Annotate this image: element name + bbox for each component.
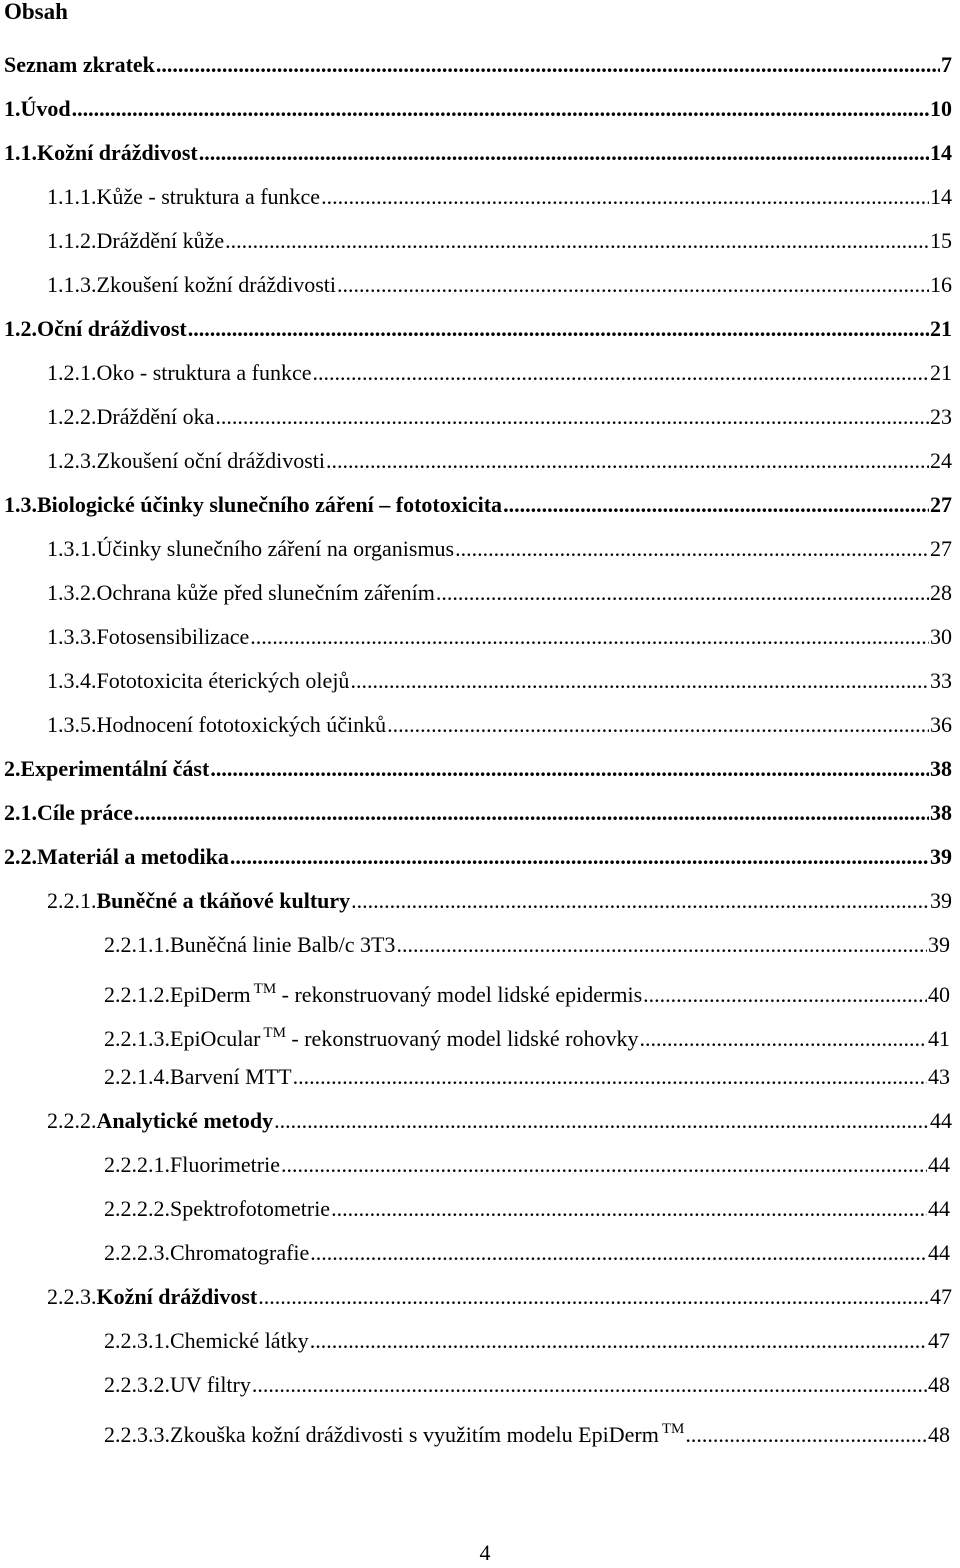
- toc-leader-dots: [396, 930, 927, 960]
- toc-leader-dots: [230, 842, 929, 872]
- toc-entry[interactable]: [47, 622, 952, 652]
- toc-entry-page: 39: [930, 844, 952, 869]
- toc-entry-page: 10: [930, 96, 952, 121]
- toc-entry-page: 44: [928, 1196, 950, 1221]
- toc-entry-page: 41: [928, 1026, 950, 1051]
- toc-entry-number: 1.1.1.: [47, 184, 97, 209]
- toc-leader-dots: [274, 1106, 929, 1136]
- toc-entry-title: Fluorimetrie: [170, 1152, 280, 1177]
- toc-entry-title: Dráždění oka: [96, 404, 215, 429]
- toc-entry-page: 30: [930, 624, 952, 649]
- toc-entry-title: Biologické účinky slunečního záření – fototoxicita: [37, 492, 503, 517]
- toc-leader-dots: [215, 402, 929, 432]
- toc-leader-dots: [310, 1326, 927, 1356]
- toc-entry[interactable]: [104, 1150, 950, 1180]
- toc-leader-dots: [639, 1024, 927, 1054]
- toc-entry-title-cont: - rekonstruovaný model lidské rohovky: [285, 1026, 639, 1051]
- toc-leader-dots: [250, 622, 929, 652]
- toc-entry-page: 24: [930, 448, 952, 473]
- toc-leader-dots: [199, 138, 929, 168]
- toc-entry-page: 39: [928, 932, 950, 957]
- toc-entry-page: 7: [941, 52, 952, 77]
- toc-entry-page: 44: [928, 1240, 950, 1265]
- toc-entry-page: 47: [930, 1284, 952, 1309]
- toc-leader-dots: [210, 754, 929, 784]
- page-title: Obsah: [4, 0, 68, 24]
- toc-entry[interactable]: [47, 270, 952, 300]
- toc-entry-title: Kožní dráždivost: [96, 1284, 258, 1309]
- toc-entry-page: 48: [928, 1372, 950, 1397]
- toc-entry[interactable]: [104, 1326, 950, 1356]
- toc-entry-title: Ochrana kůže před slunečním zářením: [96, 580, 435, 605]
- toc-entry-title: Fototoxicita éterických olejů: [96, 668, 350, 693]
- toc-entry[interactable]: [47, 886, 952, 916]
- toc-entry-number: 2.2.3.2.: [104, 1372, 170, 1397]
- toc-entry-number: 1.2.: [4, 316, 37, 341]
- toc-entry-number: 2.2.1.2.: [104, 982, 170, 1007]
- toc-leader-dots: [503, 490, 929, 520]
- toc-entry-page: 33: [930, 668, 952, 693]
- toc-entry[interactable]: [104, 1370, 950, 1400]
- toc-leader-dots: [326, 446, 929, 476]
- toc-entry-page: 28: [930, 580, 952, 605]
- toc-entry-number: 2.2.3.: [47, 1284, 97, 1309]
- toc-entry-page: 40: [928, 982, 950, 1007]
- toc-entry[interactable]: [47, 534, 952, 564]
- toc-entry-title: Buněčná linie Balb/c 3T3: [170, 932, 396, 957]
- toc-entry-page: 38: [930, 800, 952, 825]
- toc-entry-title: Seznam zkratek: [4, 52, 155, 77]
- toc-entry-page: 15: [930, 228, 952, 253]
- toc-leader-dots: [643, 980, 927, 1010]
- toc-entry[interactable]: [104, 1062, 950, 1092]
- toc-entry-page: 47: [928, 1328, 950, 1353]
- trademark-mark: TM: [263, 1025, 286, 1041]
- toc-entry-title: Spektrofotometrie: [170, 1196, 331, 1221]
- toc-entry-number: 1.3.1.: [47, 536, 97, 561]
- toc-entry-page: 21: [930, 316, 952, 341]
- toc-entry-number: 2.2.2.1.: [104, 1152, 170, 1177]
- toc-leader-dots: [134, 798, 929, 828]
- toc-leader-dots: [310, 1238, 927, 1268]
- toc-leader-dots: [685, 1420, 927, 1450]
- toc-leader-dots: [293, 1062, 927, 1092]
- toc-entry-page: 44: [930, 1108, 952, 1133]
- toc-entry-number: 1.: [4, 96, 21, 121]
- toc-entry[interactable]: [104, 1414, 950, 1450]
- toc-entry-number: 1.2.3.: [47, 448, 97, 473]
- toc-leader-dots: [225, 226, 929, 256]
- toc-entry-title: Fotosensibilizace: [96, 624, 250, 649]
- toc-leader-dots: [156, 50, 940, 80]
- toc-entry-title: Buněčné a tkáňové kultury: [96, 888, 351, 913]
- toc-entry-number: 1.3.3.: [47, 624, 97, 649]
- toc-entry[interactable]: [47, 226, 952, 256]
- toc-entry[interactable]: [4, 94, 952, 124]
- toc-entry[interactable]: [47, 578, 952, 608]
- toc-entry-page: 48: [928, 1422, 950, 1447]
- toc-entry-number: 1.2.2.: [47, 404, 97, 429]
- toc-entry[interactable]: [104, 1194, 950, 1224]
- trademark-mark: TM: [661, 1421, 685, 1437]
- toc-entry[interactable]: [47, 446, 952, 476]
- toc-entry-title: Zkoušení kožní dráždivosti: [96, 272, 337, 297]
- toc-entry[interactable]: [47, 402, 952, 432]
- toc-leader-dots: [321, 182, 929, 212]
- toc-entry-title: Chemické látky: [170, 1328, 309, 1353]
- toc-entry[interactable]: [104, 1018, 950, 1054]
- toc-entry-title: Experimentální část: [20, 756, 210, 781]
- toc-entry-number: 1.1.: [4, 140, 37, 165]
- toc-entry-number: 2.2.2.3.: [104, 1240, 170, 1265]
- toc-entry[interactable]: [104, 1238, 950, 1268]
- toc-entry-page: 38: [930, 756, 952, 781]
- toc-entry-number: 2.2.1.1.: [104, 932, 170, 957]
- toc-leader-dots: [436, 578, 929, 608]
- toc-entry-page: 14: [930, 140, 952, 165]
- toc-entry-page: 14: [930, 184, 952, 209]
- toc-entry[interactable]: [4, 754, 952, 784]
- toc-leader-dots: [455, 534, 929, 564]
- toc-entry-title: Účinky slunečního záření na organismus: [96, 536, 455, 561]
- toc-entry-number: 1.1.3.: [47, 272, 97, 297]
- toc-entry-number: 2.2.1.: [47, 888, 97, 913]
- toc-entry-page: 16: [930, 272, 952, 297]
- toc-entry[interactable]: [47, 710, 952, 740]
- toc-entry-title: Dráždění kůže: [96, 228, 225, 253]
- toc-entry-title-cont: - rekonstruovaný model lidské epidermis: [276, 982, 643, 1007]
- toc-entry-page: 27: [930, 492, 952, 517]
- toc-entry-number: 2.: [4, 756, 21, 781]
- toc-leader-dots: [188, 314, 929, 344]
- toc-entry-title: Zkoušení oční dráždivosti: [96, 448, 326, 473]
- toc-entry[interactable]: [104, 974, 950, 1010]
- toc-entry-page: 23: [930, 404, 952, 429]
- toc-entry-title: Analytické metody: [96, 1108, 274, 1133]
- trademark-mark: TM: [253, 981, 277, 997]
- page-number: 4: [479, 1540, 491, 1565]
- toc-entry-page: 44: [928, 1152, 950, 1177]
- toc-entry-number: 1.3.: [4, 492, 37, 517]
- toc-entry-title: EpiDerm: [170, 982, 251, 1007]
- toc-leader-dots: [72, 94, 929, 124]
- toc-entry-title: Oko - struktura a funkce: [96, 360, 312, 385]
- toc-entry-page: 43: [928, 1064, 950, 1089]
- toc-entry-title: Zkouška kožní dráždivosti s využitím modelu EpiDerm: [170, 1422, 659, 1447]
- toc-entry[interactable]: [47, 1282, 952, 1312]
- toc-leader-dots: [252, 1370, 927, 1400]
- toc-entry-number: 2.2.3.1.: [104, 1328, 170, 1353]
- toc-entry[interactable]: [4, 842, 952, 872]
- toc-entry[interactable]: [47, 1106, 952, 1136]
- toc-leader-dots: [258, 1282, 929, 1312]
- toc-entry-page: 21: [930, 360, 952, 385]
- toc-entry-number: 1.1.2.: [47, 228, 97, 253]
- toc-entry-title: Cíle práce: [37, 800, 133, 825]
- toc-entry-page: 36: [930, 712, 952, 737]
- toc-entry-title: Hodnocení fototoxických účinků: [96, 712, 387, 737]
- toc-entry-number: 2.2.2.: [47, 1108, 97, 1133]
- toc-entry-page: 27: [930, 536, 952, 561]
- toc-entry-number: 1.3.2.: [47, 580, 97, 605]
- toc-entry-number: 1.3.4.: [47, 668, 97, 693]
- toc-entry[interactable]: [4, 798, 952, 828]
- toc-entry-number: 2.2.1.3.: [104, 1026, 170, 1051]
- toc-entry-title: EpiOcular: [170, 1026, 261, 1051]
- toc-leader-dots: [387, 710, 929, 740]
- toc-leader-dots: [331, 1194, 927, 1224]
- toc-entry-number: 2.2.2.2.: [104, 1196, 170, 1221]
- toc-leader-dots: [351, 886, 929, 916]
- toc-entry-title: Kůže - struktura a funkce: [96, 184, 321, 209]
- toc-leader-dots: [313, 358, 929, 388]
- toc-entry[interactable]: [104, 930, 950, 960]
- toc-entry[interactable]: [47, 666, 952, 696]
- toc-entry[interactable]: [4, 50, 952, 80]
- toc-entry[interactable]: [47, 182, 952, 212]
- toc-entry-number: 1.2.1.: [47, 360, 97, 385]
- toc-entry[interactable]: [4, 490, 952, 520]
- toc-entry[interactable]: [47, 358, 952, 388]
- toc-entry-number: 2.2.3.3.: [104, 1422, 170, 1447]
- toc-entry-title: UV filtry: [170, 1372, 251, 1397]
- toc-entry-title: Materiál a metodika: [37, 844, 229, 869]
- toc-entry-number: 1.3.5.: [47, 712, 97, 737]
- toc-entry[interactable]: [4, 314, 952, 344]
- toc-entry-title: Barvení MTT: [170, 1064, 292, 1089]
- toc-entry-number: 2.2.1.4.: [104, 1064, 170, 1089]
- toc-entry-title: Oční dráždivost: [37, 316, 187, 341]
- toc-entry-title: Kožní dráždivost: [37, 140, 198, 165]
- toc-entry-page: 39: [930, 888, 952, 913]
- toc-entry-number: 2.1.: [4, 800, 37, 825]
- toc-entry-title: Chromatografie: [170, 1240, 310, 1265]
- toc-entry-title: Úvod: [20, 96, 71, 121]
- toc-leader-dots: [281, 1150, 927, 1180]
- toc-leader-dots: [337, 270, 929, 300]
- toc-entry[interactable]: [4, 138, 952, 168]
- toc-entry-number: 2.2.: [4, 844, 37, 869]
- toc-leader-dots: [350, 666, 929, 696]
